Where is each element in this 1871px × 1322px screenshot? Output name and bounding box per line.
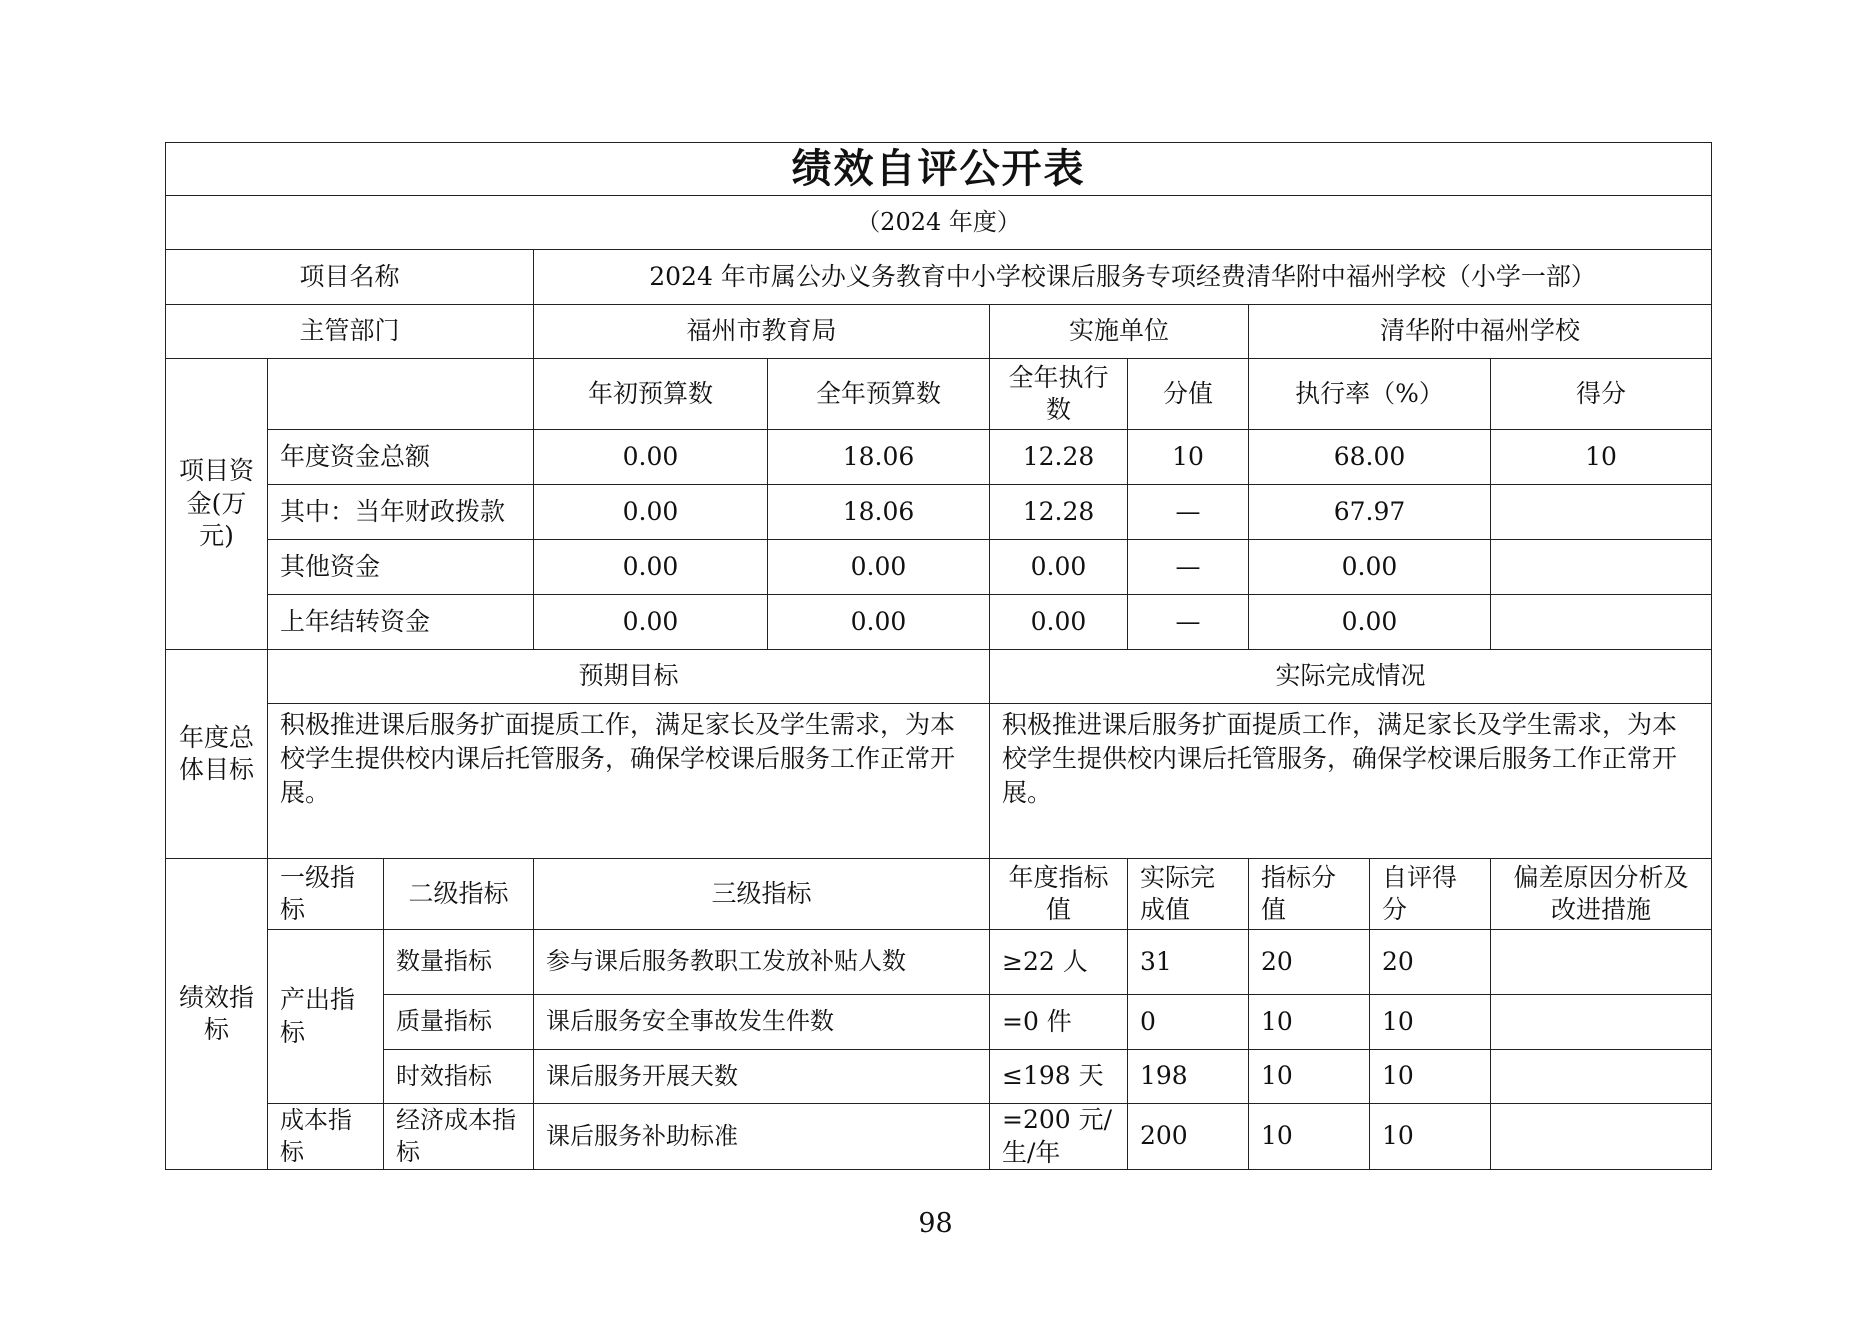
project-name-row: [166, 250, 1712, 305]
funds-row: [166, 430, 1712, 485]
indicator-target: =200 元/生/年: [990, 1104, 1128, 1170]
funds-header-initial: 年初预算数: [534, 359, 768, 430]
goals-text-row: [166, 704, 1712, 859]
expected-goal-header: 预期目标: [268, 650, 990, 704]
funds-header-annual: 全年预算数: [768, 359, 990, 430]
indicator-target: ≥22 人: [990, 930, 1128, 995]
funds-row-score-value: —: [1128, 595, 1249, 650]
indicator-row: [166, 930, 1712, 995]
indicator-actual: 200: [1128, 1104, 1249, 1170]
indicator-level3: 课后服务补助标准: [534, 1104, 990, 1170]
actual-status-header: 实际完成情况: [990, 650, 1712, 704]
indicator-row: [166, 1104, 1712, 1170]
indicator-actual: 198: [1128, 1050, 1249, 1104]
indicator-self-score: 10: [1370, 1104, 1491, 1170]
indicator-level2: 数量指标: [384, 930, 534, 995]
funds-row-score: [1491, 485, 1712, 540]
funds-row: [166, 540, 1712, 595]
funds-row-score: [1491, 540, 1712, 595]
indicator-row: [166, 995, 1712, 1050]
indicator-level1: 成本指标: [268, 1104, 384, 1170]
form-title: 绩效自评公开表: [166, 143, 1712, 196]
indicator-actual: 31: [1128, 930, 1249, 995]
funds-row-score-value: —: [1128, 540, 1249, 595]
indicator-level2: 质量指标: [384, 995, 534, 1050]
funds-row-annual: 0.00: [768, 595, 990, 650]
funds-header-row: [166, 359, 1712, 430]
funds-row-name: 上年结转资金: [268, 595, 534, 650]
indicator-header-level2: 二级指标: [384, 859, 534, 930]
funds-row-rate: 68.00: [1249, 430, 1491, 485]
indicator-header-level1: 一级指标: [268, 859, 384, 930]
indicator-weight: 20: [1249, 930, 1370, 995]
title-row: [166, 143, 1712, 196]
indicator-header-weight: 指标分值: [1249, 859, 1370, 930]
funds-row-annual: 18.06: [768, 485, 990, 540]
indicator-header-deviation: 偏差原因分析及改进措施: [1491, 859, 1712, 930]
funds-row-name: 其中：当年财政拨款: [268, 485, 534, 540]
department-label: 主管部门: [166, 305, 534, 359]
page-number: 98: [918, 1208, 953, 1239]
funds-header-rate: 执行率（%）: [1249, 359, 1491, 430]
indicator-target: ≤198 天: [990, 1050, 1128, 1104]
funds-header-executed: 全年执行数: [990, 359, 1128, 430]
funds-row-annual: 0.00: [768, 540, 990, 595]
funds-row-name: 年度资金总额: [268, 430, 534, 485]
implementing-unit-label: 实施单位: [990, 305, 1249, 359]
indicator-deviation: [1491, 1104, 1712, 1170]
funds-row-rate: 0.00: [1249, 540, 1491, 595]
indicator-deviation: [1491, 930, 1712, 995]
funds-section-label: 项目资金(万元): [166, 359, 268, 650]
indicator-level3: 课后服务开展天数: [534, 1050, 990, 1104]
implementing-unit-value: 清华附中福州学校: [1249, 305, 1712, 359]
indicator-weight: 10: [1249, 1104, 1370, 1170]
indicator-level2: 时效指标: [384, 1050, 534, 1104]
indicator-level2: 经济成本指标: [384, 1104, 534, 1170]
form-year: （2024 年度）: [166, 196, 1712, 250]
goals-section-label: 年度总体目标: [166, 650, 268, 859]
funds-row: [166, 485, 1712, 540]
project-name-value: 2024 年市属公办义务教育中小学校课后服务专项经费清华附中福州学校（小学一部）: [534, 250, 1712, 305]
funds-row-score-value: —: [1128, 485, 1249, 540]
department-value: 福州市教育局: [534, 305, 990, 359]
funds-row-score: [1491, 595, 1712, 650]
funds-row-score: 10: [1491, 430, 1712, 485]
actual-status-text: 积极推进课后服务扩面提质工作，满足家长及学生需求，为本校学生提供校内课后托管服务，确保学校课后服务工作正常开展。: [990, 704, 1712, 859]
performance-self-evaluation-table: [165, 142, 1712, 1170]
department-row: [166, 305, 1712, 359]
funds-row-initial: 0.00: [534, 595, 768, 650]
funds-row-initial: 0.00: [534, 485, 768, 540]
expected-goal-text: 积极推进课后服务扩面提质工作，满足家长及学生需求，为本校学生提供校内课后托管服务，确保学校课后服务工作正常开展。: [268, 704, 990, 859]
indicator-deviation: [1491, 995, 1712, 1050]
indicators-header-row: [166, 859, 1712, 930]
indicator-level3: 课后服务安全事故发生件数: [534, 995, 990, 1050]
indicator-header-actual: 实际完成值: [1128, 859, 1249, 930]
indicator-actual: 0: [1128, 995, 1249, 1050]
funds-row-executed: 0.00: [990, 540, 1128, 595]
funds-row-annual: 18.06: [768, 430, 990, 485]
funds-header-blank: [268, 359, 534, 430]
project-name-label: 项目名称: [166, 250, 534, 305]
funds-row-executed: 12.28: [990, 430, 1128, 485]
funds-row-score-value: 10: [1128, 430, 1249, 485]
funds-row-executed: 12.28: [990, 485, 1128, 540]
indicator-header-target: 年度指标值: [990, 859, 1128, 930]
indicator-target: =0 件: [990, 995, 1128, 1050]
indicator-level3: 参与课后服务教职工发放补贴人数: [534, 930, 990, 995]
year-row: [166, 196, 1712, 250]
indicator-weight: 10: [1249, 1050, 1370, 1104]
indicator-self-score: 10: [1370, 995, 1491, 1050]
funds-row-initial: 0.00: [534, 430, 768, 485]
indicator-deviation: [1491, 1050, 1712, 1104]
funds-row-rate: 67.97: [1249, 485, 1491, 540]
funds-header-score: 得分: [1491, 359, 1712, 430]
funds-row-executed: 0.00: [990, 595, 1128, 650]
indicator-row: [166, 1050, 1712, 1104]
funds-row: [166, 595, 1712, 650]
indicator-weight: 10: [1249, 995, 1370, 1050]
indicator-header-self-score: 自评得分: [1370, 859, 1491, 930]
goals-header-row: [166, 650, 1712, 704]
indicator-self-score: 10: [1370, 1050, 1491, 1104]
indicator-header-level3: 三级指标: [534, 859, 990, 930]
funds-header-score-value: 分值: [1128, 359, 1249, 430]
indicator-level1: 产出指标: [268, 930, 384, 1104]
indicator-self-score: 20: [1370, 930, 1491, 995]
funds-row-rate: 0.00: [1249, 595, 1491, 650]
funds-row-initial: 0.00: [534, 540, 768, 595]
indicators-section-label: 绩效指标: [166, 859, 268, 1170]
funds-row-name: 其他资金: [268, 540, 534, 595]
